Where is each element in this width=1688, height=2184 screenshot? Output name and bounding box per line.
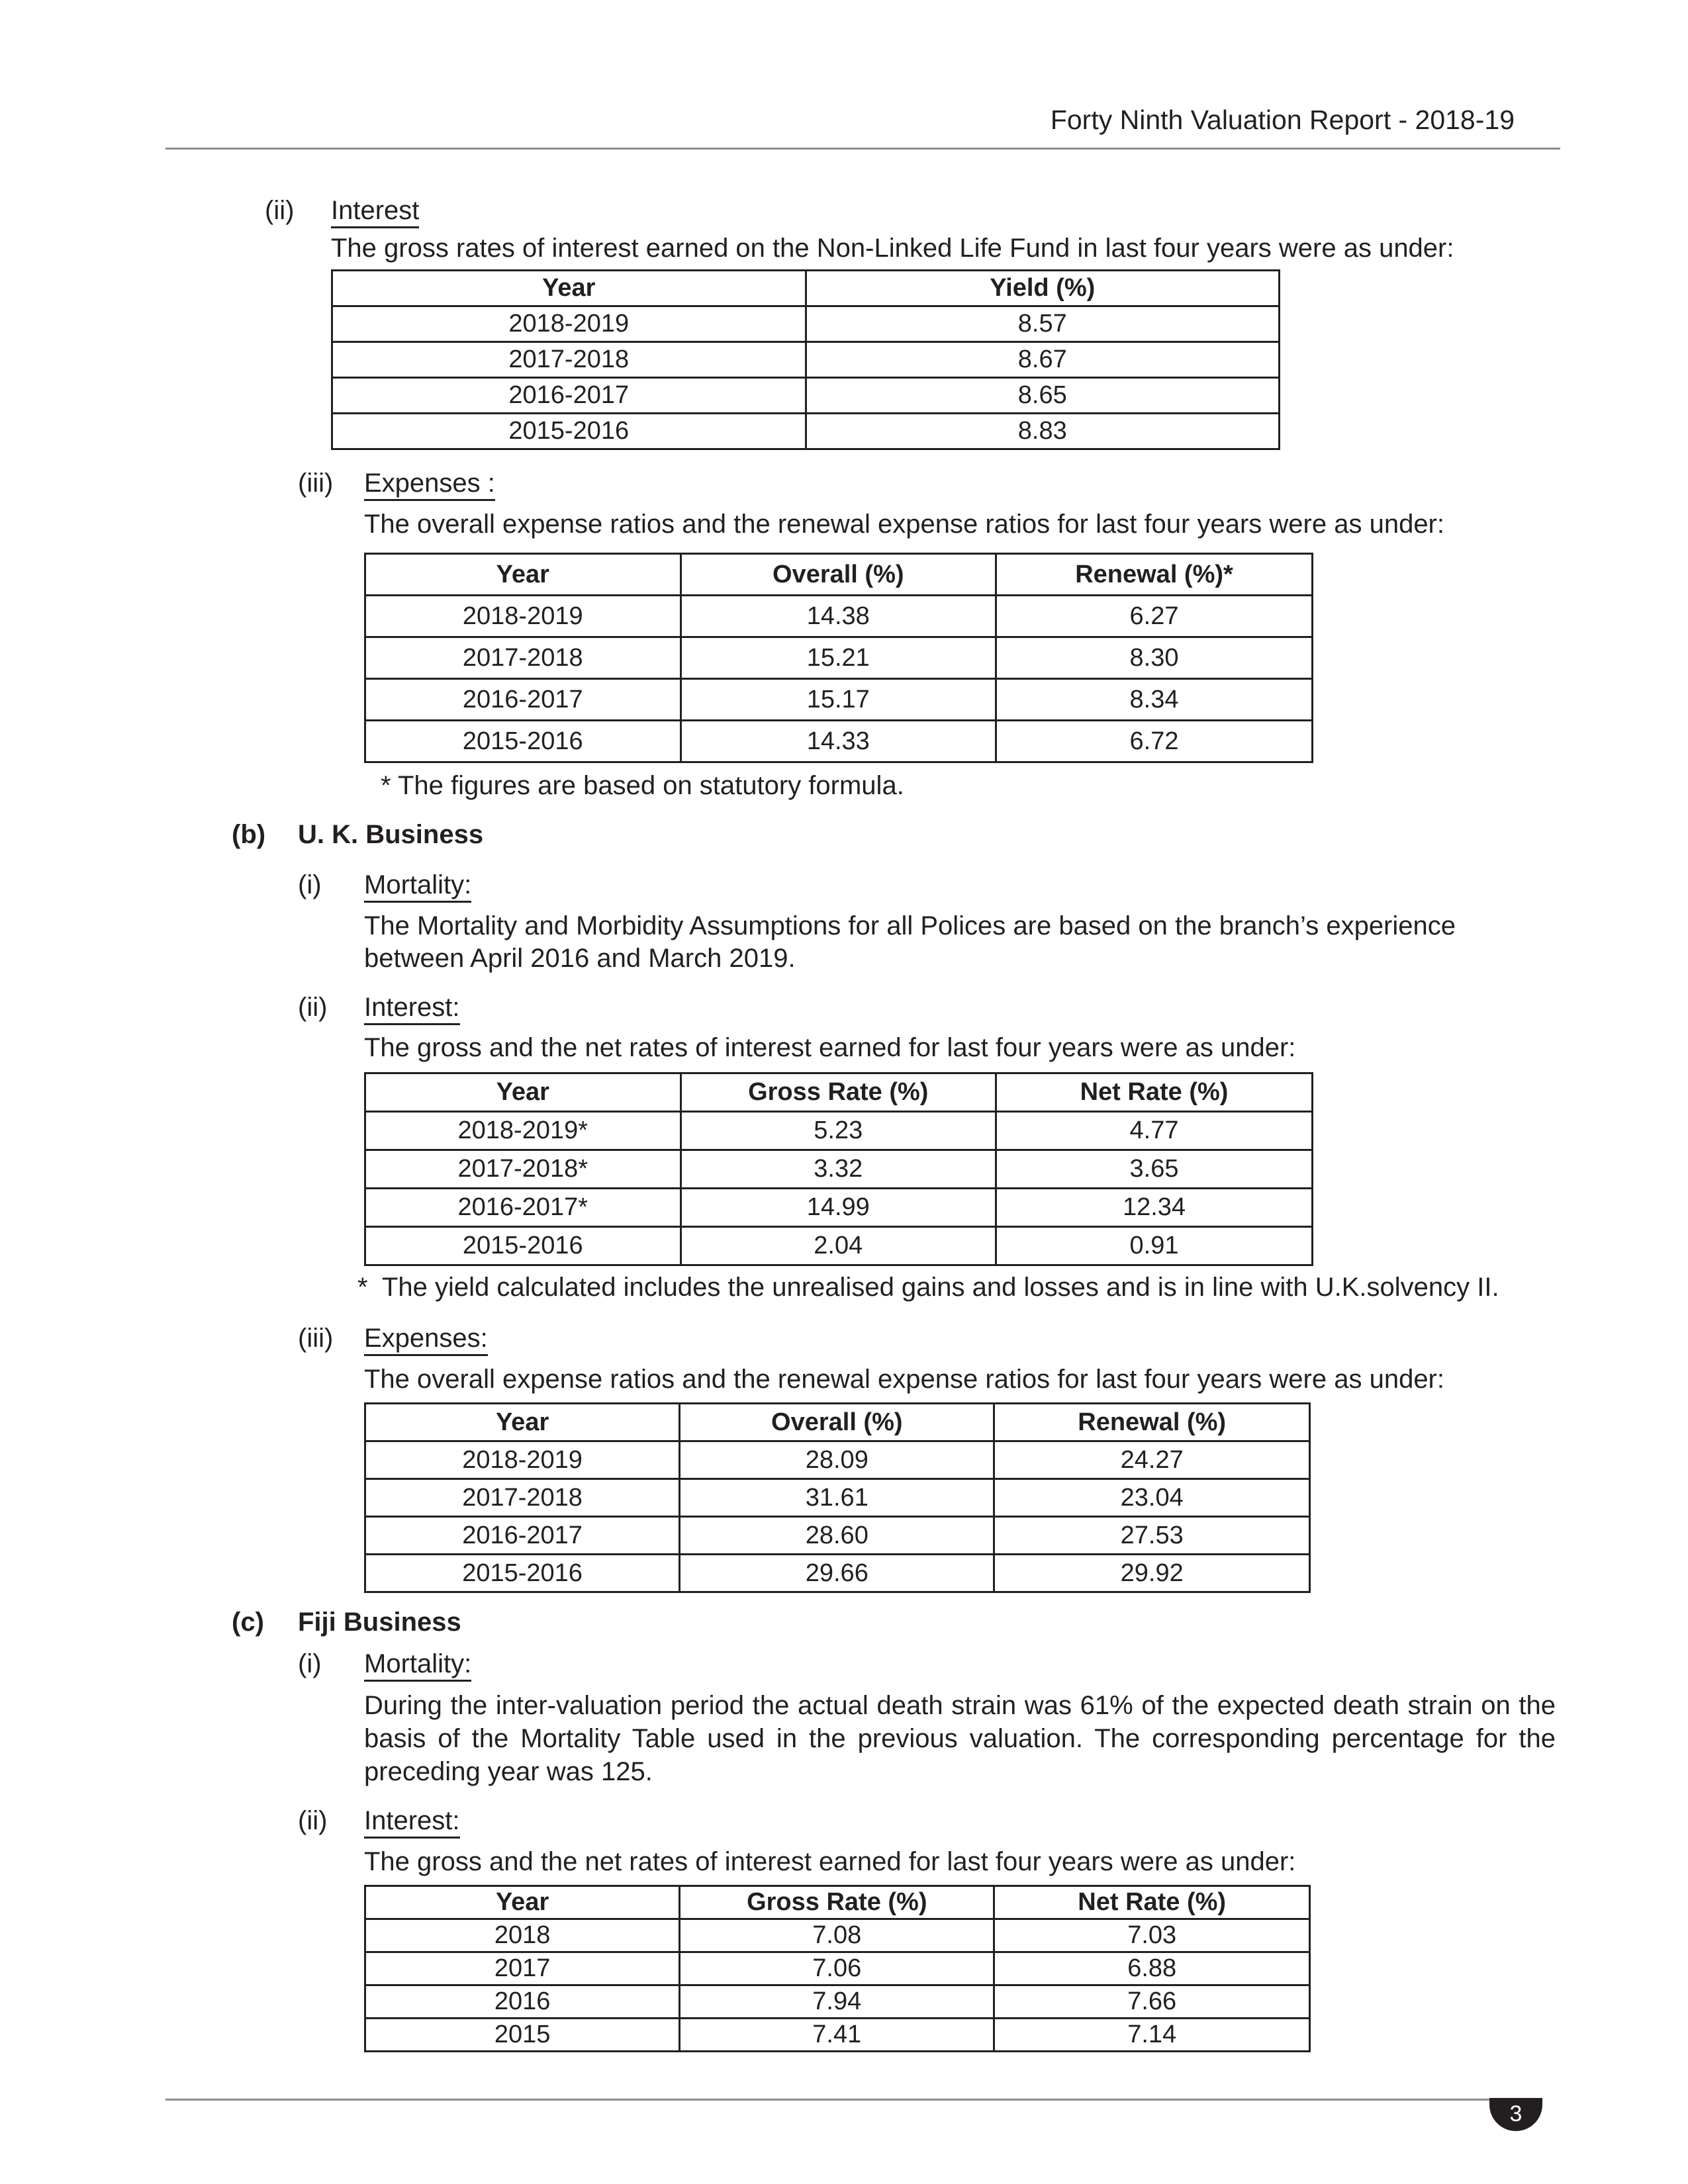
table-row xyxy=(365,1985,1310,2019)
table-row xyxy=(332,378,1280,414)
item-number: (ii) xyxy=(265,196,295,225)
table-cell: 15.21 xyxy=(680,637,996,679)
table-row xyxy=(365,1952,1310,1985)
table-row xyxy=(365,679,1313,721)
paragraph: During the inter-valuation period the actual death strain was 61% of the expected death strain on the basis of the Mortality Table used in the previous valuation. The corresponding percentage for the preceding year was 125. xyxy=(364,1691,1556,1786)
header-divider xyxy=(165,148,1560,150)
column-header: Gross Rate (%) xyxy=(680,1886,994,1919)
section-heading: Expenses: xyxy=(364,1324,488,1356)
table-cell: 2018 xyxy=(365,1919,680,1952)
paragraph: The gross rates of interest earned on the Non-Linked Life Fund in last four years were as under: xyxy=(331,234,1454,263)
footnote: The yield calculated includes the unrealised gains and losses and is in line with U.K.solvency II. xyxy=(382,1273,1499,1302)
table-cell: 6.88 xyxy=(994,1952,1310,1985)
uk-expense-table xyxy=(364,1402,1311,1593)
table-cell: 5.23 xyxy=(680,1112,996,1150)
item-number: (iii) xyxy=(298,1324,334,1353)
table-cell: 2016-2017 xyxy=(332,378,806,414)
table-cell: 8.83 xyxy=(806,414,1280,449)
table-cell: 28.09 xyxy=(680,1441,994,1479)
item-number: (iii) xyxy=(298,469,334,498)
section-heading: Expenses : xyxy=(364,469,495,501)
table-cell: 2017-2018 xyxy=(332,342,806,378)
table-cell: 29.66 xyxy=(680,1555,994,1592)
item-number: (ii) xyxy=(298,1806,328,1835)
table-cell: 7.66 xyxy=(994,1985,1310,2019)
section-title: U. K. Business xyxy=(298,820,484,849)
column-header: Renewal (%)* xyxy=(996,554,1313,596)
table-cell: 4.77 xyxy=(996,1112,1313,1150)
table-cell: 8.57 xyxy=(806,306,1280,342)
column-header: Overall (%) xyxy=(680,554,996,596)
table-row xyxy=(365,1479,1310,1517)
fiji-interest-table xyxy=(364,1885,1311,2052)
table-cell: 3.32 xyxy=(680,1150,996,1189)
table-row xyxy=(365,1441,1310,1479)
paragraph: The Mortality and Morbidity Assumptions for all Polices are based on the branch’s experience xyxy=(364,911,1456,940)
table-row xyxy=(365,1150,1313,1189)
section-heading: Mortality: xyxy=(364,870,471,903)
column-header: Year xyxy=(365,554,681,596)
table-cell: 2017 xyxy=(365,1952,680,1985)
column-header: Year xyxy=(332,271,806,306)
section-letter: (b) xyxy=(232,820,266,849)
column-header: Year xyxy=(365,1404,680,1441)
table-row xyxy=(365,1919,1310,1952)
table-row xyxy=(332,306,1280,342)
section-letter: (c) xyxy=(232,1608,264,1637)
table-cell: 14.38 xyxy=(680,596,996,637)
footer-divider xyxy=(165,2099,1542,2101)
table-cell: 3.65 xyxy=(996,1150,1313,1189)
table-cell: 15.17 xyxy=(680,679,996,721)
table-cell: 0.91 xyxy=(996,1227,1313,1265)
table-cell: 2.04 xyxy=(680,1227,996,1265)
column-header: Year xyxy=(365,1886,680,1919)
table-cell: 2015-2016 xyxy=(365,721,681,762)
table-cell: 2015-2016 xyxy=(332,414,806,449)
table-cell: 8.34 xyxy=(996,679,1313,721)
table-cell: 6.27 xyxy=(996,596,1313,637)
page-number-badge: 3 xyxy=(1489,2098,1542,2131)
table-cell: 2017-2018 xyxy=(365,1479,680,1517)
table-cell: 7.03 xyxy=(994,1919,1310,1952)
column-header: Yield (%) xyxy=(806,271,1280,306)
table-row xyxy=(365,637,1313,679)
table-cell: 2018-2019* xyxy=(365,1112,681,1150)
table-cell: 2016-2017* xyxy=(365,1189,681,1227)
uk-interest-table xyxy=(364,1072,1313,1266)
table-cell: 8.30 xyxy=(996,637,1313,679)
table-cell: 2017-2018* xyxy=(365,1150,681,1189)
table-row xyxy=(365,596,1313,637)
table-cell: 12.34 xyxy=(996,1189,1313,1227)
item-number: (ii) xyxy=(298,993,328,1022)
table-cell: 2015 xyxy=(365,2019,680,2052)
paragraph: The overall expense ratios and the renewal expense ratios for last four years were as under: xyxy=(364,510,1444,539)
column-header: Renewal (%) xyxy=(994,1404,1310,1441)
interest-yield-table xyxy=(331,269,1280,450)
column-header: Gross Rate (%) xyxy=(680,1073,996,1112)
paragraph: The gross and the net rates of interest earned for last four years were as under: xyxy=(364,1033,1296,1062)
table-cell: 27.53 xyxy=(994,1517,1310,1555)
table-cell: 14.33 xyxy=(680,721,996,762)
paragraph: between April 2016 and March 2019. xyxy=(364,944,796,973)
table-cell: 7.41 xyxy=(680,2019,994,2052)
section-heading: Mortality: xyxy=(364,1649,471,1682)
table-cell: 2016 xyxy=(365,1985,680,2019)
table-cell: 31.61 xyxy=(680,1479,994,1517)
table-cell: 14.99 xyxy=(680,1189,996,1227)
table-cell: 28.60 xyxy=(680,1517,994,1555)
table-cell: 2016-2017 xyxy=(365,679,681,721)
table-cell: 7.94 xyxy=(680,1985,994,2019)
table-cell: 23.04 xyxy=(994,1479,1310,1517)
column-header: Net Rate (%) xyxy=(994,1886,1310,1919)
table-row xyxy=(332,414,1280,449)
paragraph: The gross and the net rates of interest earned for last four years were as under: xyxy=(364,1847,1296,1876)
item-number: (i) xyxy=(298,870,322,899)
table-row xyxy=(365,1555,1310,1592)
table-row xyxy=(332,342,1280,378)
table-cell: 29.92 xyxy=(994,1555,1310,1592)
table-cell: 7.06 xyxy=(680,1952,994,1985)
table-cell: 2017-2018 xyxy=(365,637,681,679)
table-cell: 6.72 xyxy=(996,721,1313,762)
table-cell: 2018-2019 xyxy=(365,1441,680,1479)
column-header: Net Rate (%) xyxy=(996,1073,1313,1112)
item-number: (i) xyxy=(298,1649,322,1678)
table-cell: 2018-2019 xyxy=(365,596,681,637)
section-heading: Interest: xyxy=(364,993,460,1025)
column-header: Year xyxy=(365,1073,681,1112)
footnote: * The figures are based on statutory formula. xyxy=(381,771,904,800)
paragraph: The overall expense ratios and the renewal expense ratios for last four years were as under: xyxy=(364,1365,1444,1394)
table-cell: 2016-2017 xyxy=(365,1517,680,1555)
table-cell: 24.27 xyxy=(994,1441,1310,1479)
section-title: Fiji Business xyxy=(298,1608,461,1637)
table-cell: 7.14 xyxy=(994,2019,1310,2052)
section-heading: Interest: xyxy=(364,1806,460,1839)
table-row xyxy=(365,2019,1310,2052)
table-cell: 2018-2019 xyxy=(332,306,806,342)
table-cell: 8.67 xyxy=(806,342,1280,378)
table-row xyxy=(365,721,1313,762)
table-cell: 8.65 xyxy=(806,378,1280,414)
table-row xyxy=(365,1227,1313,1265)
table-row xyxy=(365,1517,1310,1555)
table-row xyxy=(365,1112,1313,1150)
table-row xyxy=(365,1189,1313,1227)
table-cell: 2015-2016 xyxy=(365,1227,681,1265)
expense-ratio-table xyxy=(364,553,1313,763)
column-header: Overall (%) xyxy=(680,1404,994,1441)
section-heading: Interest xyxy=(331,196,419,228)
table-cell: 7.08 xyxy=(680,1919,994,1952)
footnote-marker: * xyxy=(357,1273,368,1302)
table-cell: 2015-2016 xyxy=(365,1555,680,1592)
report-header-title: Forty Ninth Valuation Report - 2018-19 xyxy=(1050,105,1515,135)
